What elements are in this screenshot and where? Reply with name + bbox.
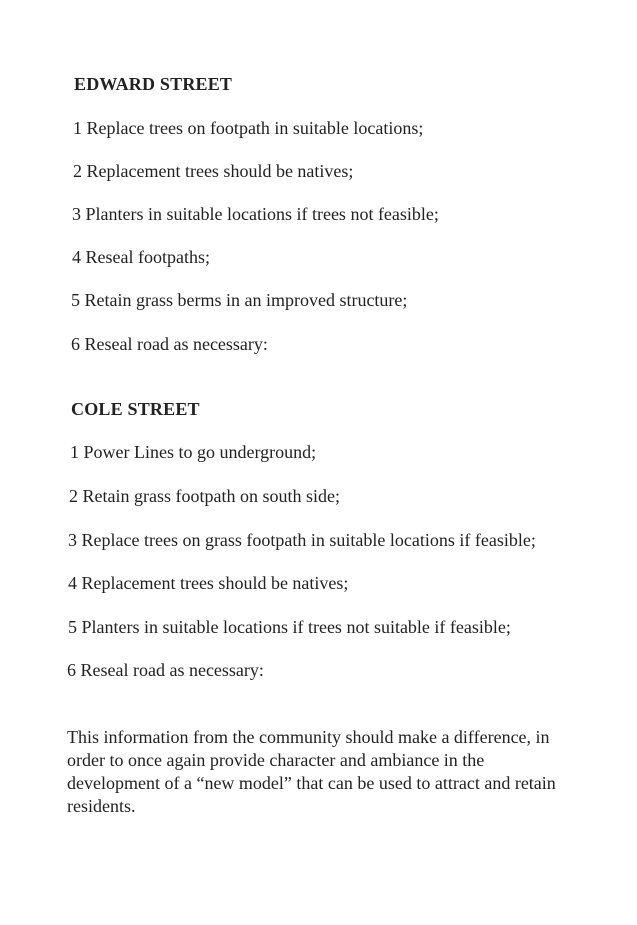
edward-item-4: 4 Reseal footpaths; bbox=[72, 247, 210, 267]
edward-street-heading: EDWARD STREET bbox=[74, 74, 233, 94]
cole-item-2: 2 Retain grass footpath on south side; bbox=[69, 486, 340, 506]
closing-paragraph: This information from the community should make a difference, in order to once again provide character and ambiance in the development of a “new model” that can be used to attract and retain residents. bbox=[67, 727, 556, 816]
edward-item-3: 3 Planters in suitable locations if trees not feasible; bbox=[72, 204, 439, 224]
cole-item-5: 5 Planters in suitable locations if trees not suitable if feasible; bbox=[68, 617, 511, 637]
cole-street-heading: COLE STREET bbox=[71, 399, 200, 419]
edward-item-1: 1 Replace trees on footpath in suitable locations; bbox=[73, 118, 424, 138]
edward-item-5: 5 Retain grass berms in an improved structure; bbox=[71, 290, 408, 310]
edward-item-6: 6 Reseal road as necessary: bbox=[71, 334, 268, 354]
cole-item-3: 3 Replace trees on grass footpath in suitable locations if feasible; bbox=[68, 530, 536, 550]
cole-item-6: 6 Reseal road as necessary: bbox=[67, 660, 264, 680]
cole-item-4: 4 Replacement trees should be natives; bbox=[68, 573, 349, 593]
edward-item-2: 2 Replacement trees should be natives; bbox=[73, 161, 354, 181]
cole-item-1: 1 Power Lines to go underground; bbox=[70, 442, 317, 462]
